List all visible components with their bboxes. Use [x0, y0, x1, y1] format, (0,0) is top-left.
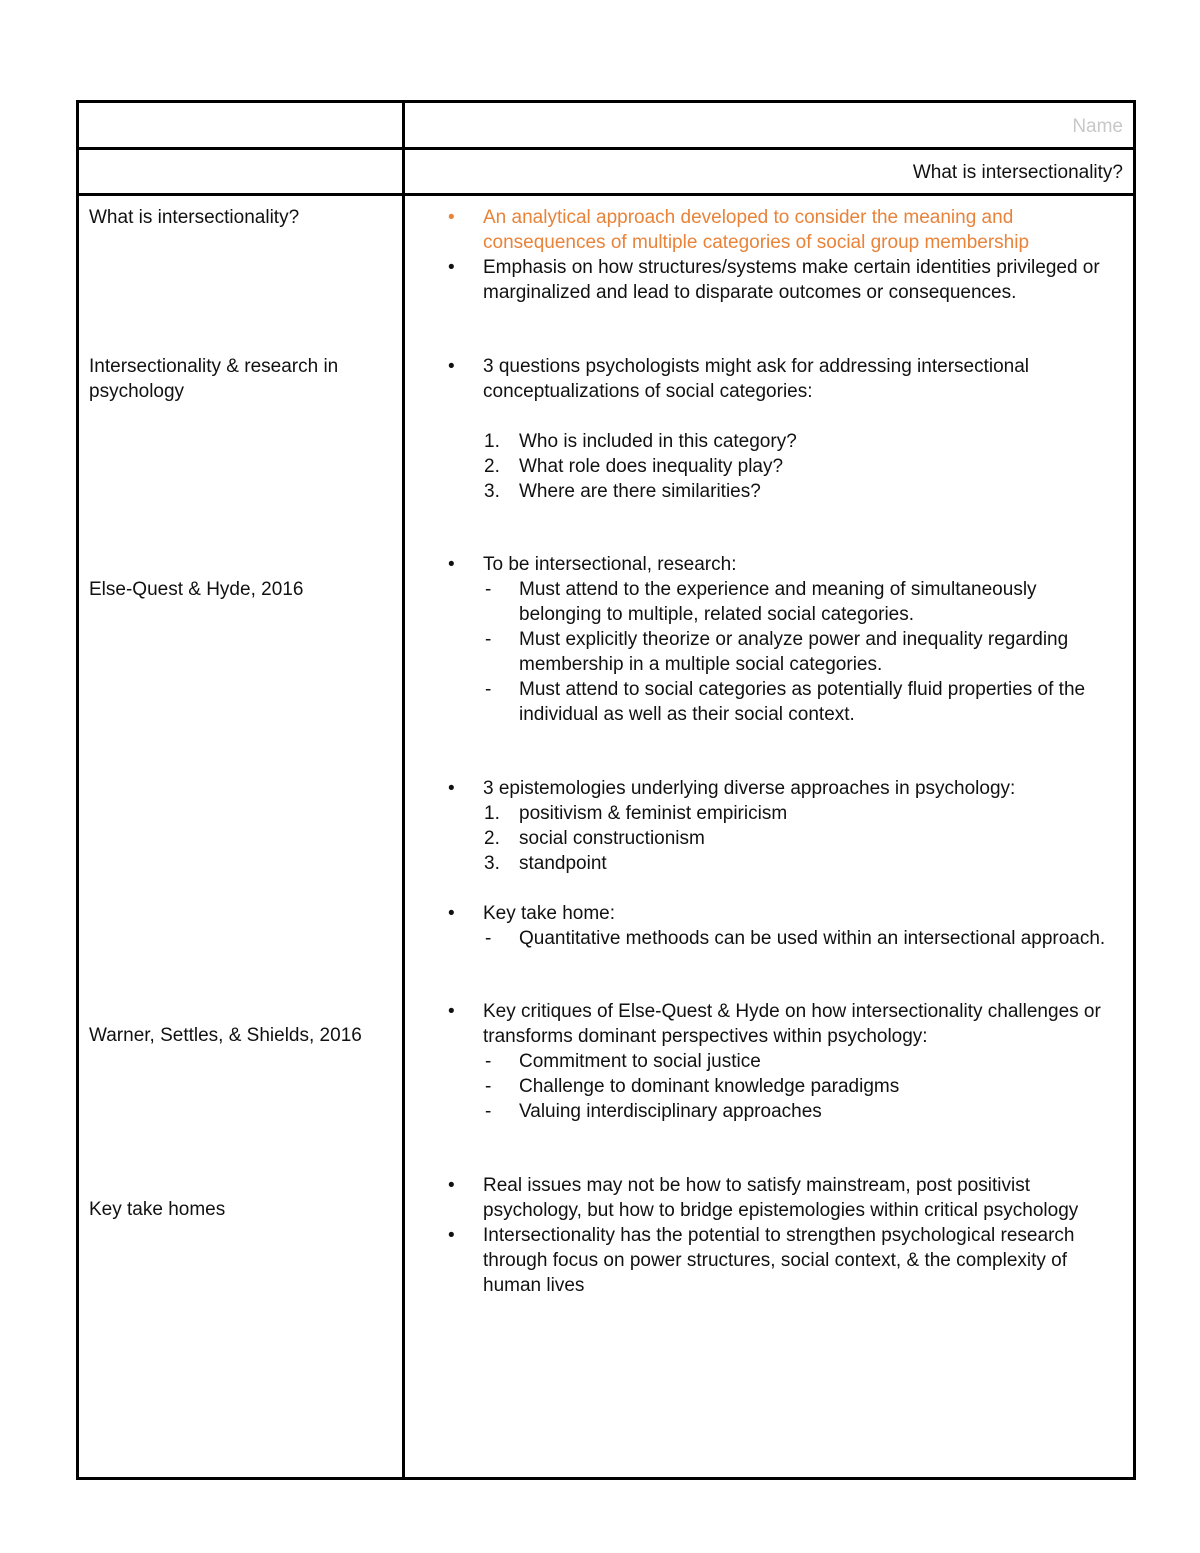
dash-item: Quantitative methoods can be used within an intersectional approach.	[519, 928, 1106, 949]
dash-item: Commitment to social justice	[519, 1051, 761, 1072]
numbered-item: 2. What role does inequality play?	[484, 456, 784, 477]
page-title: What is intersectionality?	[912, 162, 1123, 183]
dash-item: Must attend to the experience and meaning of simultaneously belonging to multiple, related social categories.	[519, 579, 1037, 625]
dash-item: Challenge to dominant knowledge paradigms	[519, 1076, 900, 1097]
list-item: To be intersectional, research:	[483, 554, 737, 575]
numbered-item: 1. Who is included in this category?	[484, 431, 797, 452]
cornell-notes-table	[76, 100, 1136, 1480]
dash-item: Must explicitly theorize or analyze power and inequality regarding membership in a multiple social categories.	[519, 629, 1069, 675]
numbered-item: 1. positivism & feminist empiricism	[484, 803, 788, 824]
notes-research	[405, 354, 1123, 504]
numbered-item: 3. standpoint	[484, 853, 607, 874]
notes-warner	[405, 999, 1123, 1124]
list-item: Key critiques of Else-Quest & Hyde on how intersectionality challenges or transforms dominant perspectives within psychology:	[483, 1001, 1101, 1047]
numbered-item: 2. social constructionism	[484, 828, 705, 849]
row-divider-2	[79, 193, 1133, 196]
label-what-is: What is intersectionality?	[89, 207, 300, 228]
list-item: 3 epistemologies underlying diverse approaches in psychology:	[483, 778, 1016, 799]
notes-what-is	[405, 205, 1123, 305]
notes-epistemologies	[405, 776, 1123, 951]
row-divider-1	[79, 147, 1133, 150]
numbered-item: 3. Where are there similarities?	[484, 481, 761, 502]
label-take-homes: Key take homes	[89, 1199, 226, 1220]
dash-item: Must attend to social categories as potentially fluid properties of the individual as well as their social context.	[519, 679, 1086, 725]
list-item: An analytical approach developed to consider the meaning and consequences of multiple categories of social group membership	[483, 207, 1030, 253]
list-item: Intersectionality has the potential to strengthen psychological research through focus on power structures, social context, & the complexity of human lives	[483, 1225, 1075, 1296]
list-item: Emphasis on how structures/systems make certain identities privileged or marginalized and lead to disparate outcomes or consequences.	[483, 257, 1100, 303]
list-item: 3 questions psychologists might ask for addressing intersectional conceptualizations of social categories:	[483, 356, 1030, 402]
label-warner: Warner, Settles, & Shields, 2016	[89, 1025, 362, 1046]
list-item: Real issues may not be how to satisfy mainstream, post positivist psychology, but how to bridge epistemologies within critical psychology	[483, 1175, 1079, 1221]
label-else-quest: Else-Quest & Hyde, 2016	[89, 579, 304, 600]
list-item: Key take home:	[483, 903, 616, 924]
name-field[interactable]: Name	[1072, 116, 1123, 137]
notes-else-quest	[405, 552, 1123, 727]
label-research: Intersectionality & research in psychology	[89, 356, 339, 402]
notes-take-homes	[405, 1173, 1123, 1298]
dash-item: Valuing interdisciplinary approaches	[519, 1101, 822, 1122]
